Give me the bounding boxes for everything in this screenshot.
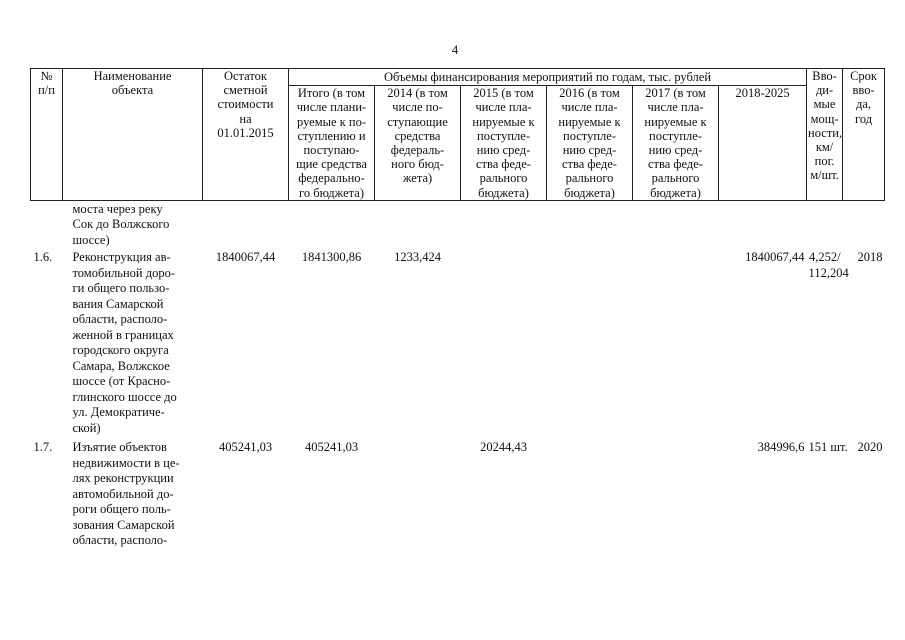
header-2015: 2015 (в том числе пла- нируемые к поступле- нию сред- ства феде- рального бюджета) (461, 86, 547, 201)
row-2015 (461, 248, 547, 436)
row-total: 1841300,86 (301, 250, 362, 265)
row-2017 (633, 436, 719, 549)
header-remainder: Остаток сметной стоимости на 01.01.2015 (203, 69, 289, 201)
row-remainder: 405241,03 (218, 440, 273, 455)
row-num: 1.7. (33, 440, 53, 455)
row-2014: 1233,424 (394, 250, 441, 265)
row-2016 (547, 436, 633, 549)
row-2016 (547, 248, 633, 436)
continuation-text: моста через реку Сок до Волжского шоссе) (72, 201, 170, 247)
row-remainder: 1840067,44 (215, 250, 276, 265)
continuation-row (31, 200, 885, 248)
table-header (31, 69, 885, 201)
row-2014 (375, 436, 461, 549)
header-funding-group: Объемы финансирования мероприятий по годам, тыс. рублей (289, 69, 807, 86)
header-2014: 2014 (в том числе по- ступающие средства федераль- ного бюд- жета) (375, 86, 461, 201)
table-row (31, 436, 885, 549)
row-name: Изъятие объектов недвижимости в це- лях реконструкции автомобильной до- роги общего поль- зования Самарской области, располо- (72, 440, 180, 548)
row-2015: 20244,43 (480, 440, 527, 455)
row-2018-2025: 384996,6 (757, 440, 805, 455)
row-name: Реконструкция ав- томобильной доро- ги общего пользо- вания Самарской области, располо- женной в границах городского округа Самара, Волжское шоссе (от Красно- глинского шоссе до ул. Демократиче- ской) (72, 250, 177, 435)
header-term: Срок вво- да, год (843, 69, 885, 201)
table-row (31, 248, 885, 436)
header-2018-2025: 2018-2025 (719, 86, 807, 201)
row-capacity: 4,252/ 112,204 (808, 250, 849, 280)
row-num: 1.6. (33, 250, 53, 265)
row-term: 2018 (857, 250, 883, 265)
row-term: 2020 (857, 440, 883, 455)
row-2018-2025: 1840067,44 (745, 250, 805, 265)
header-total: Итого (в том числе плани- руемые к по- ступлению и поступаю- щие средства федерально- го бюджета) (289, 86, 375, 201)
header-num: № п/п (31, 69, 63, 201)
row-capacity: 151 шт. (808, 440, 848, 455)
header-name: Наименование объекта (63, 69, 203, 201)
page-number: 4 (451, 42, 459, 57)
header-2016: 2016 (в том числе пла- нируемые к поступле- нию сред- ства феде- рального бюджета) (547, 86, 633, 201)
row-2017 (633, 248, 719, 436)
row-total: 405241,03 (304, 440, 359, 455)
financing-table (30, 68, 885, 549)
header-2017: 2017 (в том числе пла- нируемые к поступле- нию сред- ства феде- рального бюджета) (633, 86, 719, 201)
header-capacity: Вво- ди- мые мощ- ности, км/ пог. м/шт. (807, 69, 843, 201)
